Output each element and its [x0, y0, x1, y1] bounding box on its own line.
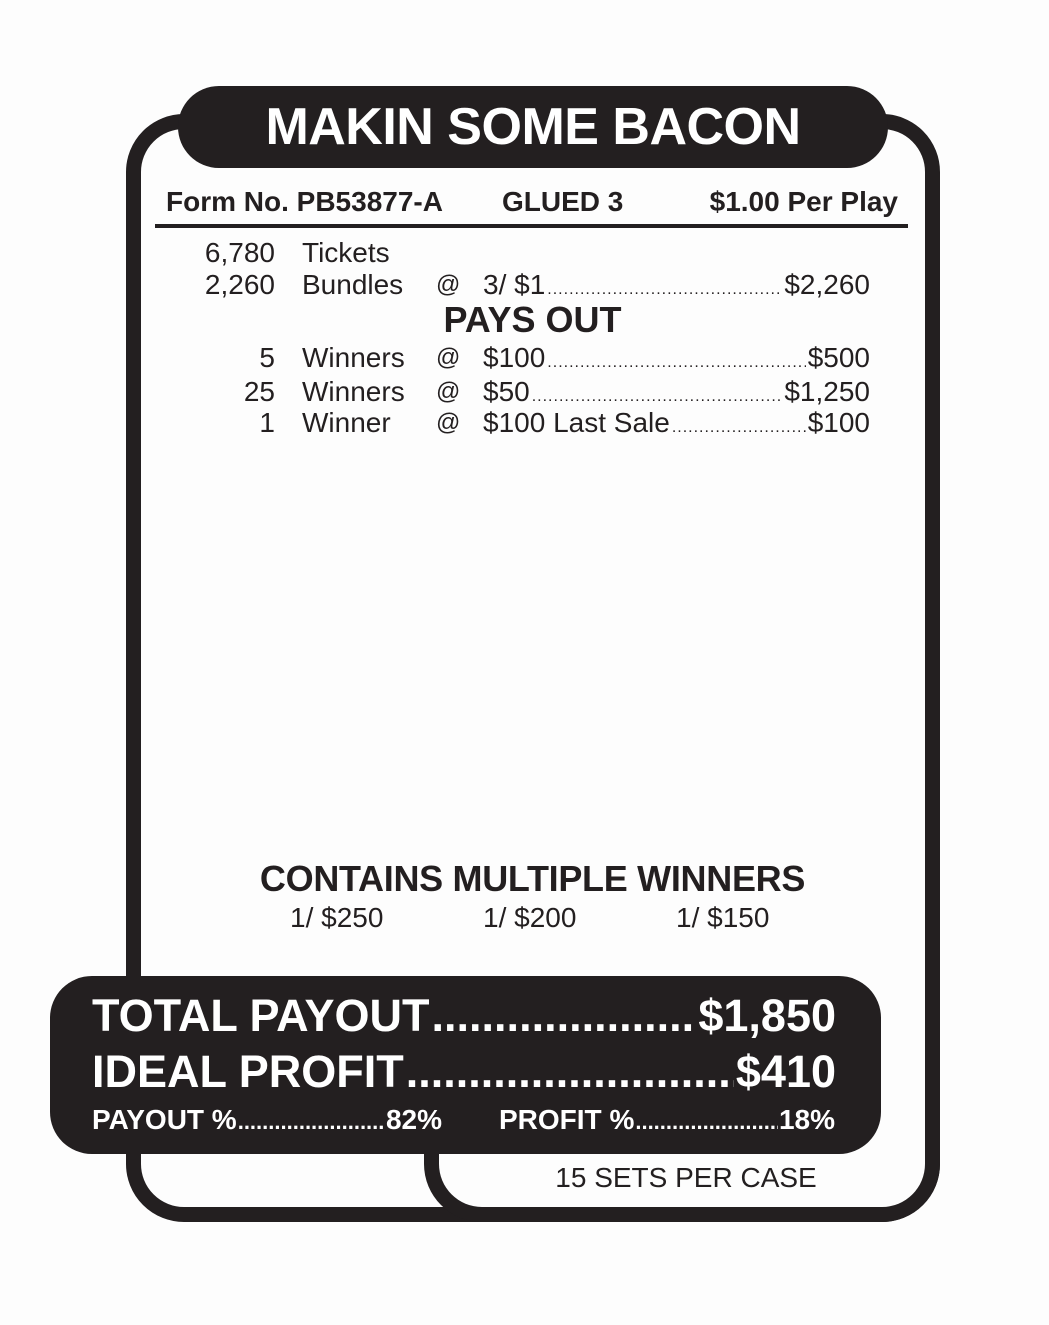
winner-row-at: @	[436, 409, 461, 436]
winner-row-leader	[483, 341, 870, 375]
winner-row-desc: $50	[483, 376, 530, 407]
sets-per-case: 15 SETS PER CASE	[555, 1162, 817, 1193]
profit-pct-value: 18%	[778, 1104, 835, 1135]
winner-row-label: Winners	[302, 376, 405, 407]
multiple-winners-heading: CONTAINS MULTIPLE WINNERS	[259, 858, 806, 899]
dot-leader	[238, 1109, 385, 1135]
bundles-leader	[483, 268, 870, 302]
multiple-winner-value: 1/ $150	[676, 902, 770, 933]
dot-leader	[406, 1046, 734, 1098]
winner-row-leader	[483, 406, 870, 440]
payout-pct-row	[92, 1104, 442, 1138]
form-number: Form No. PB53877-A	[166, 186, 443, 217]
winner-row-desc: $100 Last Sale	[483, 407, 670, 438]
winner-row-qty: 25	[243, 376, 275, 407]
winner-row-qty: 5	[259, 342, 275, 373]
totals-box	[50, 976, 881, 1154]
dot-leader	[432, 990, 697, 1042]
bundles-label: Bundles	[302, 269, 404, 300]
bundles-qty: 2,260	[204, 269, 275, 300]
multiple-winner-value: 1/ $250	[290, 902, 384, 933]
winner-row-leader	[483, 375, 870, 409]
ideal-profit-value: $410	[735, 1046, 836, 1097]
winner-row-amount: $1,250	[784, 376, 870, 407]
total-payout-value: $1,850	[698, 990, 836, 1041]
ideal-profit-row	[92, 1046, 836, 1098]
glued-count: GLUED 3	[502, 186, 624, 217]
form-info-row	[155, 184, 908, 228]
game-title: MAKIN SOME BACON	[178, 86, 888, 168]
dot-leader	[672, 411, 806, 445]
dot-leader	[635, 1109, 778, 1135]
profit-pct-row	[499, 1104, 835, 1138]
winner-row-amount: $100	[807, 407, 870, 438]
tickets-qty: 6,780	[204, 237, 275, 268]
winner-row-at: @	[436, 378, 461, 405]
bundles-price: 3/ $1	[483, 269, 546, 300]
winner-row-qty: 1	[259, 407, 275, 438]
profit-pct-label: PROFIT %	[499, 1104, 635, 1135]
bundles-at: @	[436, 271, 461, 298]
bundles-amount: $2,260	[784, 269, 870, 300]
tickets-label: Tickets	[302, 237, 390, 268]
winner-row-label: Winners	[302, 342, 405, 373]
winner-row-label: Winner	[302, 407, 391, 438]
winner-row-desc: $100	[483, 342, 546, 373]
multiple-winner-value: 1/ $200	[483, 902, 577, 933]
price-per-play: $1.00 Per Play	[709, 186, 898, 217]
payout-pct-label: PAYOUT %	[92, 1104, 237, 1135]
ideal-profit-label: IDEAL PROFIT	[92, 1046, 404, 1097]
total-payout-row	[92, 990, 836, 1042]
winner-row-at: @	[436, 344, 461, 371]
payout-pct-value: 82%	[385, 1104, 442, 1135]
winner-row-amount: $500	[807, 342, 870, 373]
total-payout-label: TOTAL PAYOUT	[92, 990, 430, 1041]
pays-out-heading: PAYS OUT	[443, 299, 622, 340]
